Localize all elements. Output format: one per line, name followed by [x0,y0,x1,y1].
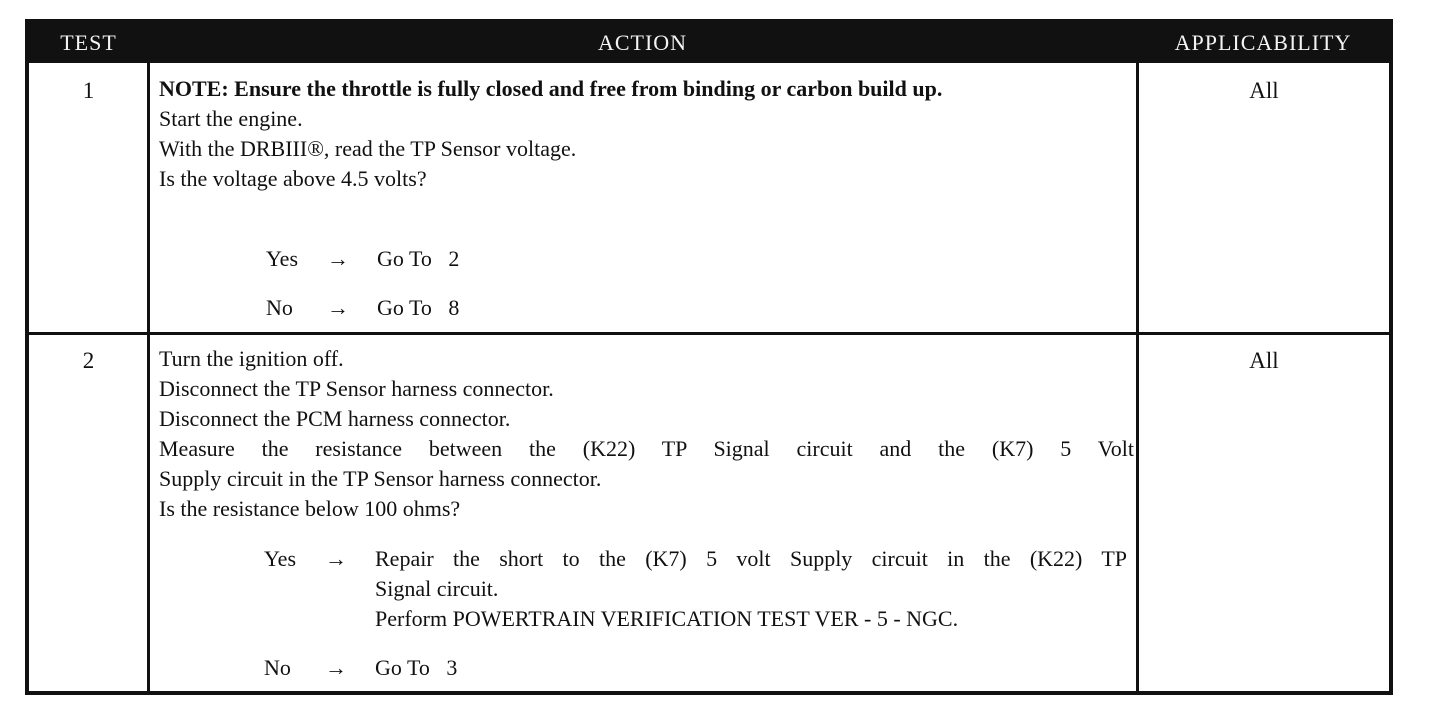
arrow-right-icon: → [327,295,349,320]
choice-result: Go To 2 [377,246,460,271]
test-number: 1 [82,78,95,103]
step-text: With the DRBIII®, read the TP Sensor voltage. [159,136,577,161]
test-number: 2 [82,348,95,373]
row-divider [29,332,1389,335]
step-text: Disconnect the PCM harness connector. [159,406,511,431]
action-text [159,344,1134,524]
header-action: ACTION [597,30,688,55]
result-line: Signal circuit. [375,576,499,601]
result-line: Repair the short to the (K7) 5 volt Supply circuit in the (K22) TP [375,546,1127,571]
step-text: Start the engine. [159,106,303,131]
note-text: NOTE: Ensure the throttle is fully closed and free from binding or carbon build up. [159,76,943,101]
choice-result: Go To 8 [377,295,460,320]
choice-label: No [266,295,293,320]
arrow-right-icon: → [327,246,349,271]
arrow-right-icon: → [325,546,347,571]
step-text: Supply circuit in the TP Sensor harness connector. [159,466,602,491]
action-text [159,74,1134,194]
step-text: Is the voltage above 4.5 volts? [159,166,427,191]
step-text: Is the resistance below 100 ohms? [159,496,461,521]
choice-label: Yes [264,546,297,571]
applicability-value: All [1249,78,1279,103]
choice-label: No [264,655,291,680]
choice-result: Go To 3 [375,655,458,680]
column-divider [1136,63,1139,691]
header-test: TEST [60,30,117,55]
arrow-right-icon: → [325,655,347,680]
applicability-value: All [1249,348,1279,373]
step-text: Measure the resistance between the (K22) TP Signal circuit and the (K7) 5 Volt [159,436,1134,461]
result-line: Perform POWERTRAIN VERIFICATION TEST VER - 5 - NGC. [375,606,959,631]
step-text: Turn the ignition off. [159,346,344,371]
diagnostic-test-table [25,19,1393,695]
step-text: Disconnect the TP Sensor harness connector. [159,376,554,401]
choice-label: Yes [266,246,299,271]
header-applicability: APPLICABILITY [1174,30,1352,55]
choice-result [375,544,1127,634]
column-divider [147,63,150,691]
table-header [29,23,1389,63]
